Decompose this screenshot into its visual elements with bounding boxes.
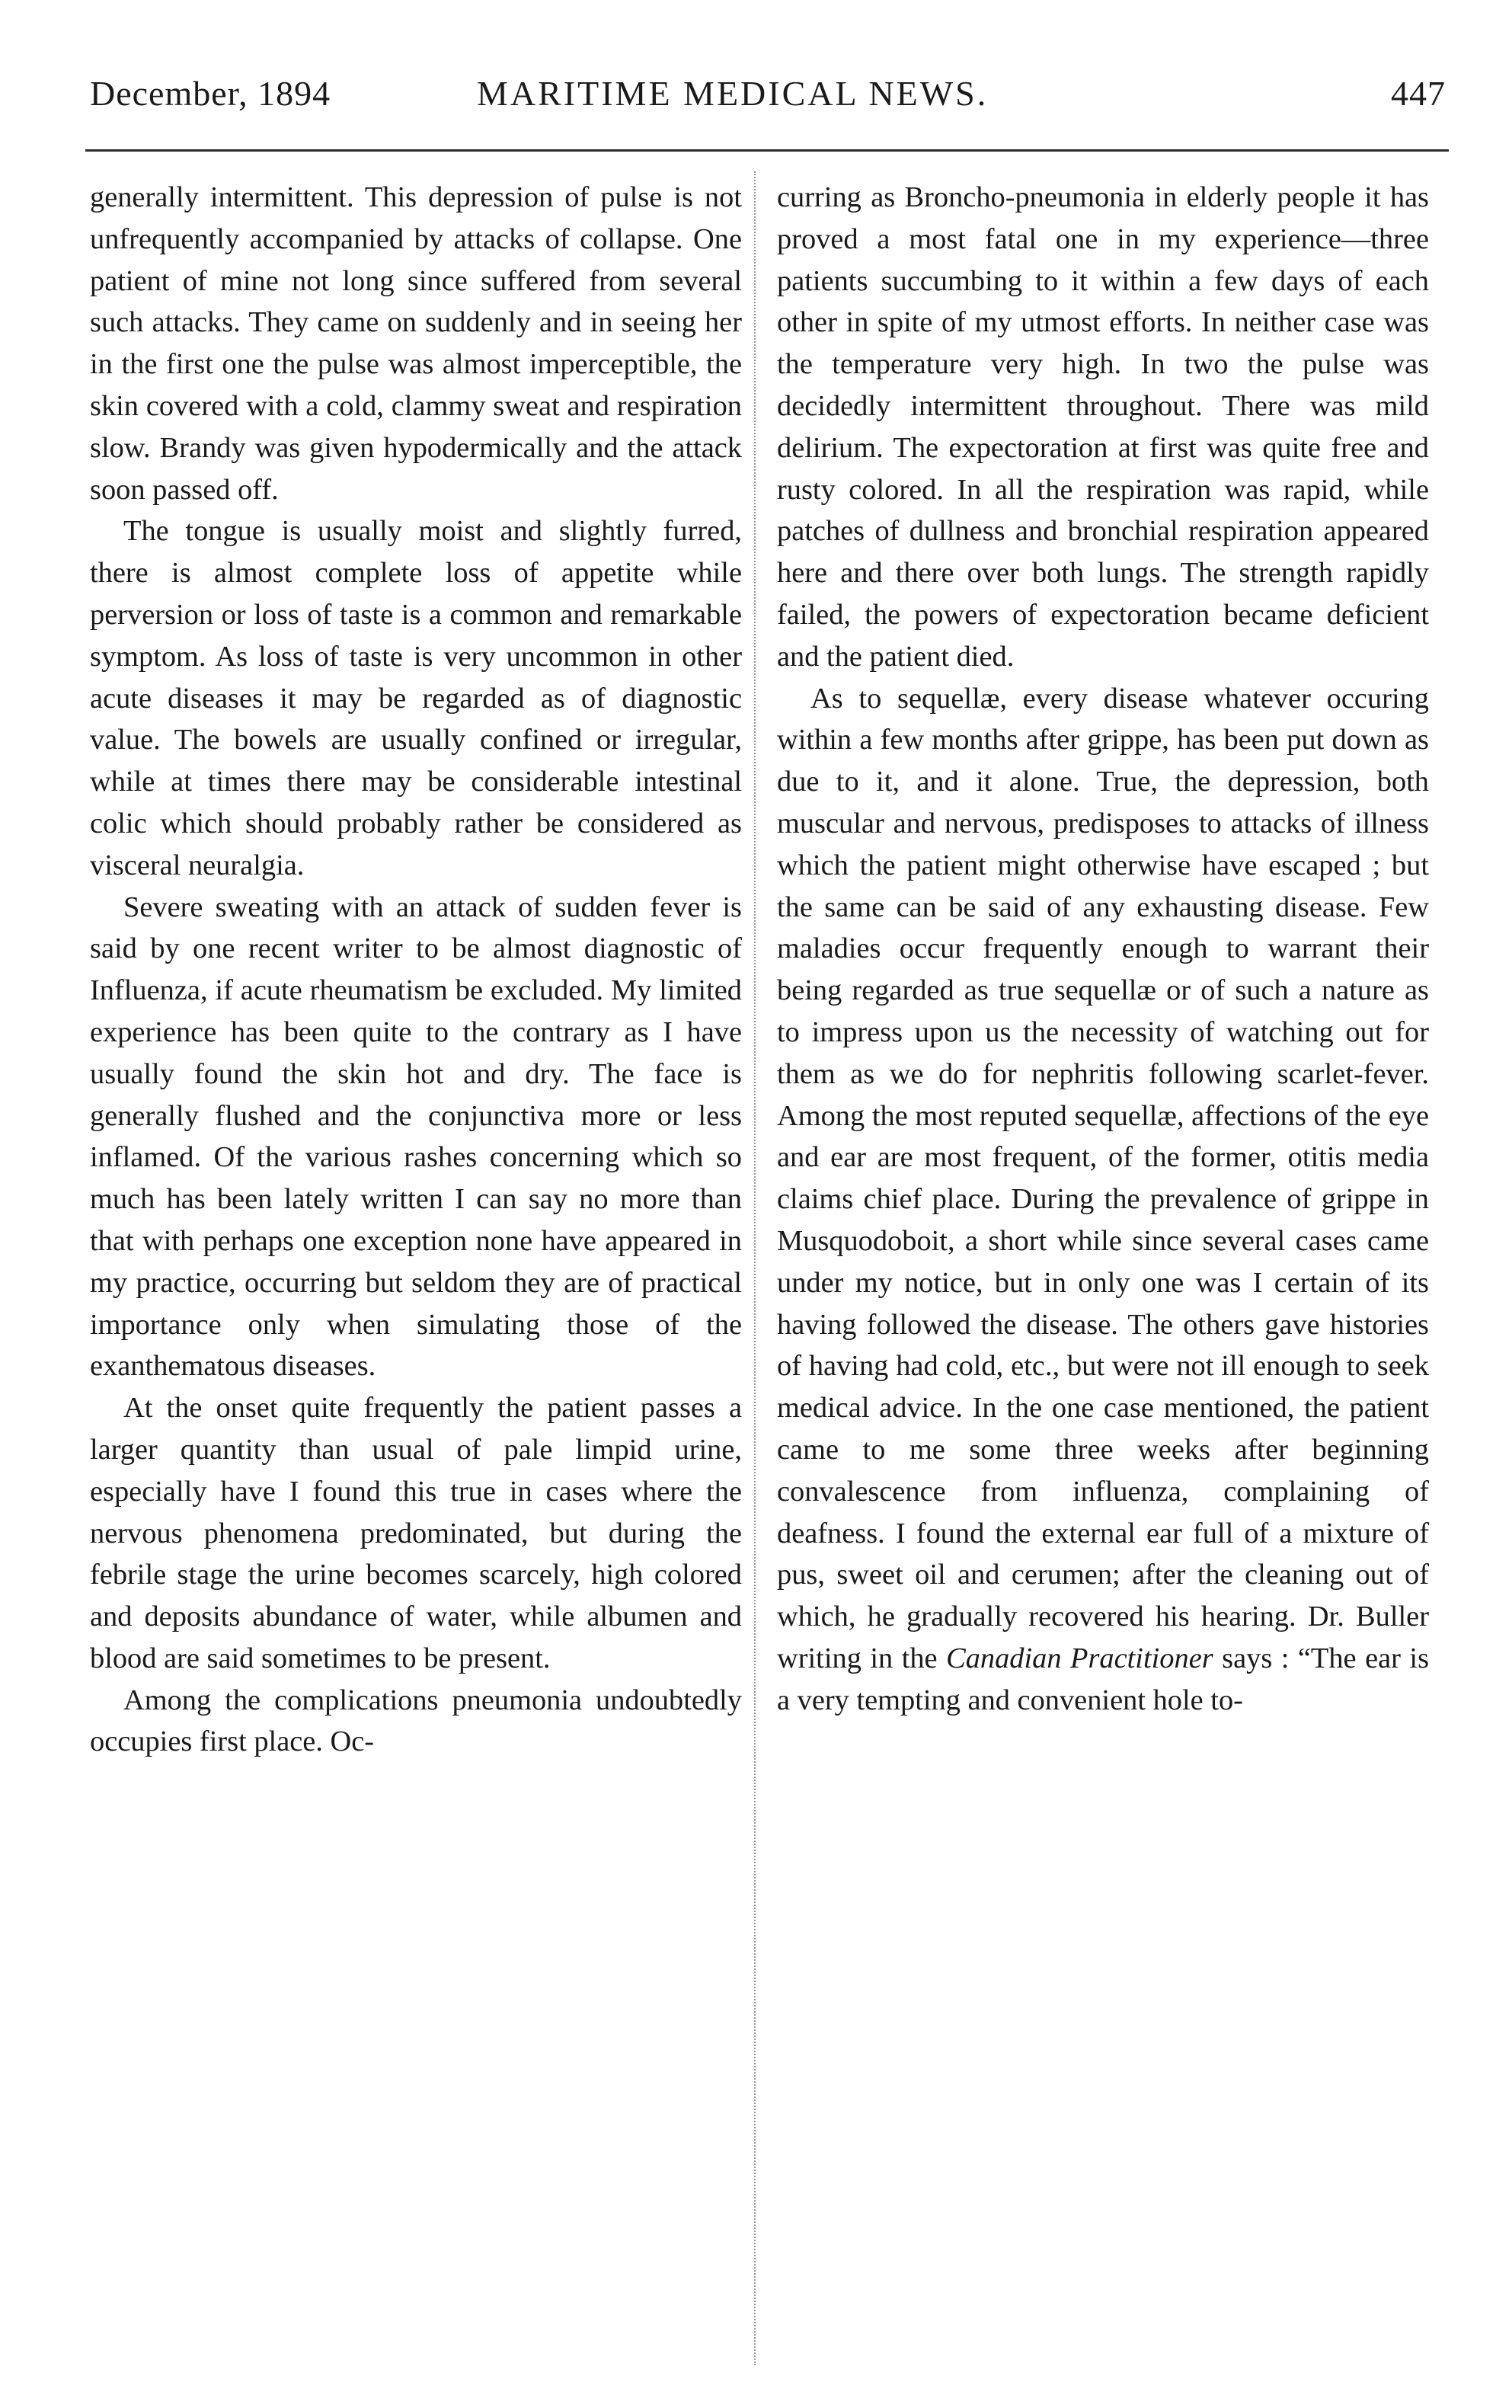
page-number: 447 [1391,74,1446,113]
right-column [777,177,1429,1721]
journal-title: MARITIME MEDICAL NEWS. [477,74,989,113]
paragraph: Among the complications pneumonia undoubtedly occupies first place. Oc- [90,1684,742,1758]
header-rule [85,149,1449,152]
paragraph-text-end: says : “The ear is a very tempting and convenient hole to- [777,1642,1430,1716]
paragraph: The tongue is usually moist and slightly furred, there is almost complete loss of appetite while perversion or loss of taste is a common and remarkable symptom. As loss of taste is very uncommon in other acute diseases it may be regarded as of diagnostic value. The bowels are usually confined or irregular, while at times there may be considerable intestinal colic which should probably rather be considered as visceral neuralgia. [90,515,742,881]
paragraph: Severe sweating with an attack of sudden fever is said by one recent writer to be almost diagnostic of Influenza, if acute rheumatism be excluded. My limited experience has been quite to the contrary as I have usually found the skin hot and dry. The face is generally flushed and the conjunctiva more or less inflamed. Of the various rashes concerning which so much has been lately written I can say no more than that with perhaps one exception none have appeared in my practice, occurring but seldom they are of practical importance only when simulating those of the exanthematous diseases. [90,891,742,1383]
running-header [90,73,1446,134]
column-divider [754,171,756,2365]
paragraph [777,678,1429,1722]
paragraph: generally intermittent. This depression of pulse is not unfrequently accompanied by attacks of collapse. One patient of mine not long since suffered from several such attacks. They came on suddenly and in seeing her in the first one the pulse was almost imperceptible, the skin covered with a cold, clammy sweat and respiration slow. Brandy was given hypodermically and the attack soon passed off. [90,181,742,506]
paragraph-text: As to sequellæ, every disease whatever occuring within a few months after grippe, has been put down as due to it, and it alone. True, the depression, both muscular and nervous, predisposes to attacks of illness which the patient might otherwise have escaped ; but the same can be said of any exhausting disease. Few maladies occur frequently enough to warrant their being regarded as true sequellæ or of such a nature as to impress upon us the necessity of watching out for them as we do for nephritis following scarlet-fever. Among the most reputed sequellæ, affections of the eye and ear are most frequent, of the former, otitis media claims chief place. During the prevalence of grippe in Musquodoboit, a short while since several cases came under my notice, but in only one was I certain of its having followed the disease. The others gave histories of having had cold, etc., but were not ill enough to seek medical advice. In the one case mentioned, the patient came to me some three weeks after beginning convalescence from influenza, complaining of deafness. I found the external ear full of a mixture of pus, sweet oil and cerumen; after the cleaning out of which, he gradually recovered his hearing. Dr. Buller writing in the [777,682,1429,1674]
paragraph: At the onset quite frequently the patient passes a larger quantity than usual of pale limpid urine, especially have I found this true in cases where the nervous phenomena predominated, but during the febrile stage the urine becomes scarcely, high colored and deposits abundance of water, while albumen and blood are said sometimes to be present. [90,1392,742,1674]
issue-date: December, 1894 [90,74,331,113]
paragraph: curring as Broncho-pneumonia in elderly people it has proved a most fatal one in my experience—three patients succumbing to it within a few days of each other in spite of my utmost efforts. In neither case was the temperature very high. In two the pulse was decidedly intermittent throughout. There was mild delirium. The expectoration at first was quite free and rusty colored. In all the respiration was rapid, while patches of dullness and bronchial respiration appeared here and there over both lungs. The strength rapidly failed, the powers of expectoration became deficient and the patient died. [777,181,1429,673]
left-column [90,177,742,1763]
journal-citation: Canadian Practitioner [946,1642,1213,1674]
